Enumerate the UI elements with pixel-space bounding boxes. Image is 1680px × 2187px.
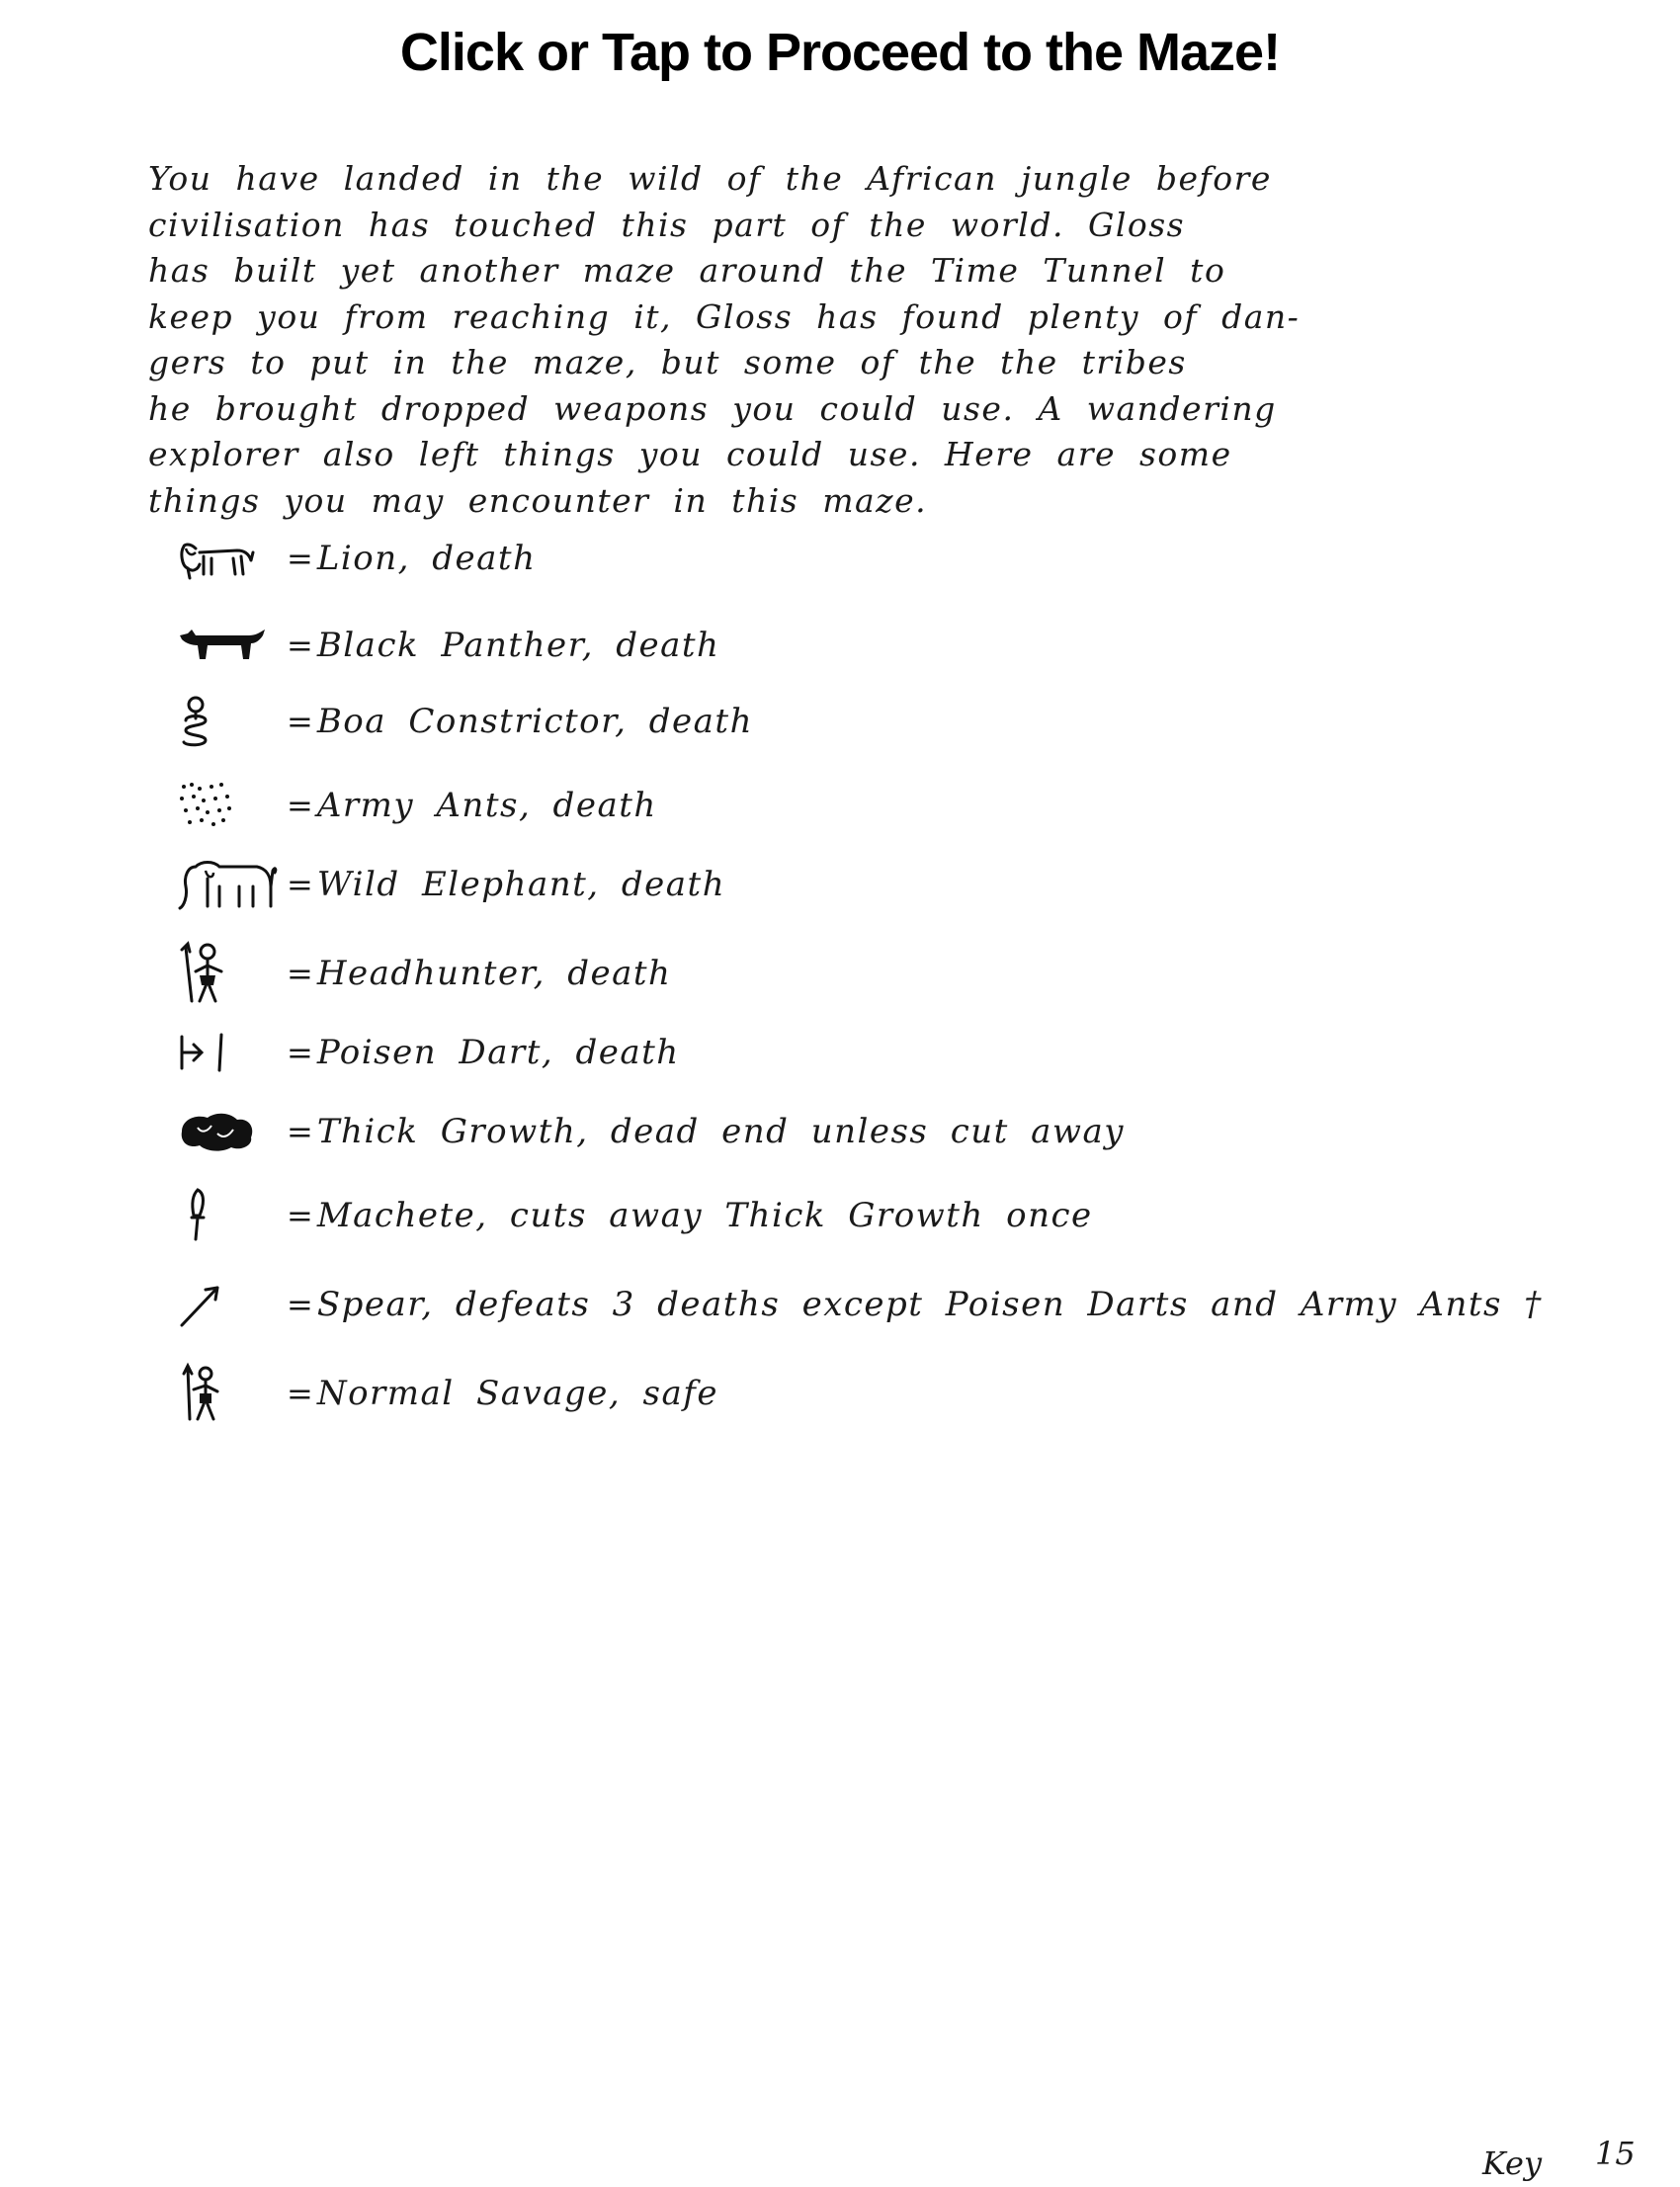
key-item-label: Wild Elephant, death bbox=[316, 865, 726, 904]
equals-sign: = bbox=[287, 787, 313, 824]
key-item-lion bbox=[178, 524, 536, 593]
intro-line: explorer also left things you could use. Here are some bbox=[148, 435, 1232, 473]
key-item-machete bbox=[178, 1181, 1093, 1250]
intro-line: keep you from reaching it, Gloss has found plenty of dan- bbox=[148, 296, 1301, 336]
key-item-label: Lion, death bbox=[316, 539, 537, 578]
black-panther-icon bbox=[178, 614, 287, 677]
key-item-label: Machete, cuts away Thick Growth once bbox=[316, 1196, 1093, 1235]
intro-paragraph bbox=[148, 156, 1512, 524]
headhunter-icon bbox=[178, 942, 287, 1005]
equals-sign: = bbox=[287, 866, 313, 903]
key-item-label: Headhunter, death bbox=[316, 954, 672, 993]
equals-sign: = bbox=[287, 627, 313, 664]
intro-line: he brought dropped weapons you could use. A wandering bbox=[148, 388, 1277, 428]
boa-constrictor-icon bbox=[178, 690, 287, 753]
key-item-label: Normal Savage, safe bbox=[316, 1374, 718, 1413]
equals-sign: = bbox=[287, 1113, 313, 1150]
intro-line: gers to put in the maze, but some of the the tribes bbox=[148, 343, 1187, 381]
army-ants-icon bbox=[178, 774, 287, 837]
spear-icon bbox=[178, 1273, 287, 1336]
key-item-boa-constrictor bbox=[178, 687, 753, 756]
key-item-headhunter bbox=[178, 939, 671, 1008]
proceed-to-maze-link[interactable]: Click or Tap to Proceed to the Maze! bbox=[399, 23, 1281, 82]
key-item-label: Boa Constrictor, death bbox=[316, 702, 753, 741]
equals-sign: = bbox=[287, 703, 313, 740]
key-item-spear bbox=[178, 1270, 1543, 1339]
intro-line: civilisation has touched this part of the world. Gloss bbox=[148, 205, 1186, 244]
key-item-thick-growth bbox=[178, 1097, 1125, 1166]
intro-line: You have landed in the wild of the African jungle before bbox=[148, 159, 1272, 198]
key-item-label: Thick Growth, dead end unless cut away bbox=[316, 1112, 1125, 1151]
key-item-label: Army Ants, death bbox=[316, 786, 657, 825]
key-item-label: Poisen Dart, death bbox=[316, 1033, 680, 1072]
equals-sign: = bbox=[287, 955, 313, 992]
equals-sign: = bbox=[287, 1375, 313, 1412]
normal-savage-icon bbox=[178, 1362, 287, 1425]
intro-line: things you may encounter in this maze. bbox=[148, 480, 928, 520]
intro-line: has built yet another maze around the Time Tunnel to bbox=[148, 251, 1226, 290]
key-item-label: Spear, defeats 3 deaths except Poisen Darts and Army Ants † bbox=[316, 1285, 1543, 1324]
lion-icon bbox=[178, 527, 287, 590]
key-item-black-panther bbox=[178, 611, 719, 680]
equals-sign: = bbox=[287, 540, 313, 577]
key-item-normal-savage bbox=[178, 1359, 718, 1428]
poison-dart-icon bbox=[178, 1021, 287, 1084]
equals-sign: = bbox=[287, 1286, 313, 1323]
page-number: 15 bbox=[1595, 2135, 1636, 2172]
thick-growth-icon bbox=[178, 1100, 287, 1163]
key-item-wild-elephant bbox=[178, 850, 725, 919]
equals-sign: = bbox=[287, 1197, 313, 1234]
machete-icon bbox=[178, 1184, 287, 1247]
key-item-army-ants bbox=[178, 771, 657, 840]
footer-key-label: Key bbox=[1482, 2145, 1543, 2182]
wild-elephant-icon bbox=[178, 853, 287, 916]
key-item-label: Black Panther, death bbox=[316, 626, 720, 665]
key-item-poison-dart bbox=[178, 1018, 680, 1087]
equals-sign: = bbox=[287, 1034, 313, 1071]
